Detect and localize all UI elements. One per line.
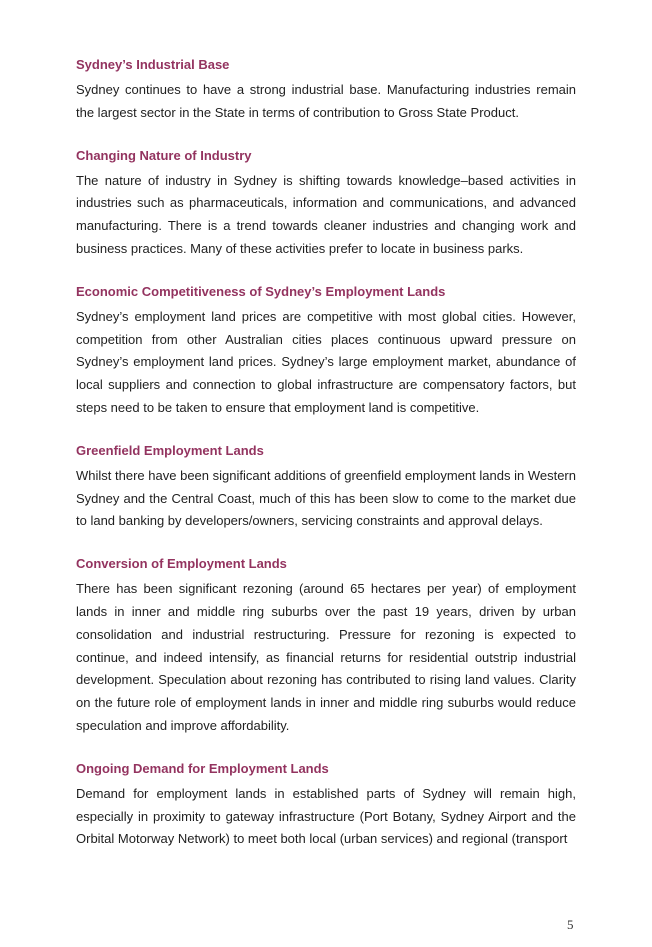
section-conversion [76,555,576,738]
page-number: 5 [567,917,574,932]
section-heading: Changing Nature of Industry [76,147,252,163]
section-body: Demand for employment lands in established parts of Sydney will remain high, especially in proximity to gateway infrastructure (Port Botany, Sydney Airport and the Orbital Motorway Network) to meet both local (urban services) and regional (transport [76,785,576,847]
section-ongoing-demand [76,760,576,851]
section-heading: Ongoing Demand for Employment Lands [76,760,329,776]
section-heading: Economic Competitiveness of Sydney’s Employment Lands [76,283,446,299]
section-body: There has been significant rezoning (around 65 hectares per year) of employment lands in inner and middle ring suburbs over the past 19 years, driven by urban consolidation and industrial restructuring. Pressure for rezoning is expected to continue, and indeed intensify, as financial returns for residential outstrip industrial development. Speculation about rezoning has contributed to rising land values. Clarity on the future role of employment lands in inner and middle ring suburbs would reduce speculation and improve affordability. [76,581,576,733]
section-changing-nature [76,147,576,261]
section-heading: Conversion of Employment Lands [76,556,287,572]
section-body: The nature of industry in Sydney is shifting towards knowledge–based activities in industries such as pharmaceuticals, information and communications, and advanced manufacturing. There is a trend towards cleaner industries and changing work and business practices. Many of these activities prefer to locate in business parks. [76,172,576,256]
section-heading: Greenfield Employment Lands [76,442,264,458]
document-page [76,56,576,873]
section-body: Sydney continues to have a strong industrial base. Manufacturing industries remain the largest sector in the State in terms of contribution to Gross State Product. [76,82,576,120]
section-body: Whilst there have been significant additions of greenfield employment lands in Western Sydney and the Central Coast, much of this has been slow to come to the market due to land banking by developers/owners, servicing constraints and approval delays. [76,467,576,529]
section-heading: Sydney’s Industrial Base [76,57,230,72]
section-industrial-base [76,56,576,125]
section-economic-competitiveness [76,283,576,420]
section-body: Sydney’s employment land prices are competitive with most global cities. However, competition from other Australian cities places continuous upward pressure on Sydney’s employment land prices. Sydney’s large employment market, abundance of local suppliers and connection to global infrastructure are compensatory factors, but steps need to be taken to ensure that employment land is competitive. [76,308,576,415]
section-greenfield [76,442,576,533]
